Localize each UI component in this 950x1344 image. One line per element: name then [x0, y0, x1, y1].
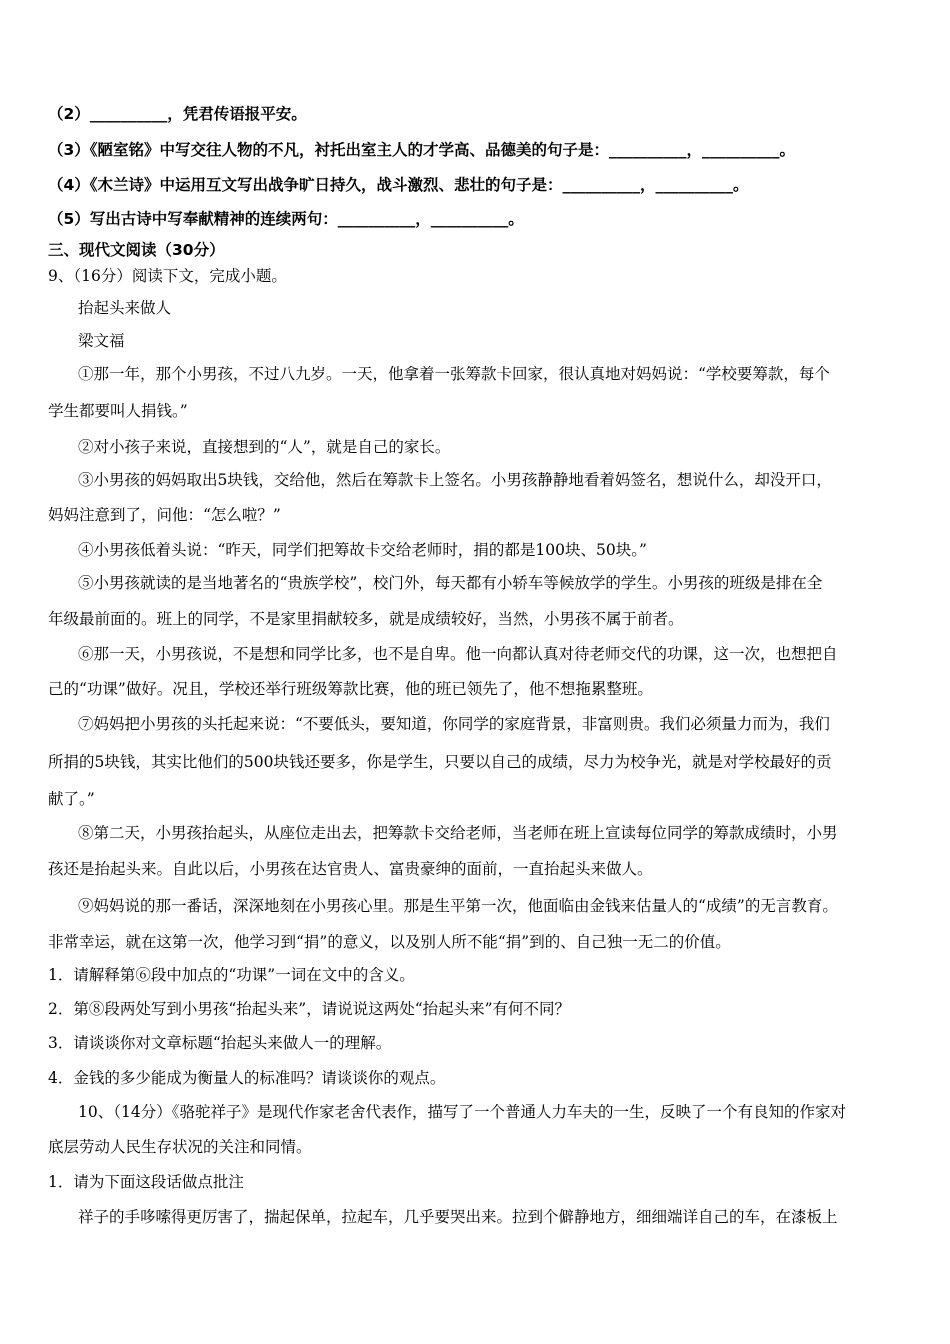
article-line: 非常幸运，就在这第一次，他学习到“捐”的意义，以及别人所不能“捐”到的、自己独一无二的价值。 [48, 933, 731, 951]
novel-excerpt: 祥子的手哆嗦得更厉害了，揣起保单，拉起车，几乎要哭出来。拉到个僻静地方，细细端详自己的车，在漆板上 [78, 1208, 838, 1226]
article-line: ⑧第二天，小男孩抬起头，从座位走出去，把筹款卡交给老师，当老师在班上宣读每位同学的筹款成绩时，小男 [78, 824, 838, 842]
article-line: ⑤小男孩就读的是当地著名的“贵族学校”，校门外，每天都有小轿车等候放学的学生。小男孩的班级是排在全 [78, 574, 823, 592]
article-line: 妈妈注意到了，问他：“怎么啦？” [48, 506, 281, 524]
sub-question-2: 2．第⑧段两处写到小男孩“抬起头来”，请说说这两处“抬起头来”有何不同？ [48, 1000, 571, 1018]
article-line: ⑥那一天，小男孩说，不是想和同学比多，也不是自卑。他一向都认真对待老师交代的功课，这一次，也想把自 [78, 645, 838, 663]
question-10-sub-1: 1．请为下面这段话做点批注 [48, 1173, 244, 1191]
sub-question-4: 4．金钱的多少能成为衡量人的标准吗？请谈谈你的观点。 [48, 1069, 446, 1087]
fill-question-4: （4）《木兰诗》中运用互文写出战争旷日持久，战斗激烈、悲壮的句子是：__________，__________。 [48, 176, 749, 194]
question-9-intro: 9、（16分）阅读下文，完成小题。 [48, 267, 287, 285]
question-10-line: 底层劳动人民生存状况的关注和同情。 [48, 1138, 312, 1156]
article-line: ⑦妈妈把小男孩的头托起来说：“不要低头，要知道，你同学的家庭背景，非富则贵。我们必须量力而为，我们 [78, 715, 830, 733]
fill-question-5: （5）写出古诗中写奉献精神的连续两句：__________，__________。 [48, 210, 524, 228]
article-line: 献了。” [48, 790, 95, 808]
article-author: 梁文福 [78, 332, 125, 350]
sub-question-3: 3．请谈谈你对文章标题“抬起头来做人一的理解。 [48, 1034, 392, 1052]
fill-question-2: （2）__________，凭君传语报平安。 [48, 105, 307, 123]
article-title: 抬起头来做人 [78, 299, 172, 317]
section-heading: 三、现代文阅读（30分） [48, 241, 225, 259]
article-line: ②对小孩子来说，直接想到的“人”，就是自己的家长。 [78, 438, 451, 456]
article-line: ③小男孩的妈妈取出5块钱，交给他，然后在筹款卡上签名。小男孩静静地看着妈签名，想说什么，却没开口， [78, 471, 832, 489]
article-line: 学生都要叫人捐钱。” [48, 402, 188, 420]
sub-question-1: 1．请解释第⑥段中加点的“功课”一词在文中的含义。 [48, 966, 415, 984]
article-line: ④小男孩低着头说：“昨天，同学们把筹故卡交给老师时，捐的都是100块、50块。” [78, 541, 647, 559]
article-line: 孩还是抬起头来。自此以后，小男孩在达官贵人、富贵豪绅的面前，一直抬起头来做人。 [48, 860, 653, 878]
article-line: 所捐的5块钱，其实比他们的500块钱还要多，你是学生，只要以自己的成绩，尽力为校争光，就是对学校最好的贡 [48, 753, 832, 771]
fill-question-3: （3）《陋室铭》中写交往人物的不凡，衬托出室主人的才学高、品德美的句子是：__________，__________。 [48, 141, 796, 159]
article-line: ⑨妈妈说的那一番话，深深地刻在小男孩心里。那是生平第一次，他面临由金钱来估量人的“成绩”的无言教育。 [78, 897, 838, 915]
question-10-line: 10、（14分）《骆驼祥子》是现代作家老舍代表作，描写了一个普通人力车夫的一生，反映了一个有良知的作家对 [78, 1103, 846, 1121]
article-line: ①那一年，那个小男孩，不过八九岁。一天，他拿着一张筹款卡回家，很认真地对妈妈说：“学校要筹款，每个 [78, 365, 830, 383]
article-line: 年级最前面的。班上的同学，不是家里捐献较多，就是成绩较好，当然，小男孩不属于前者。 [48, 610, 684, 628]
article-line: 己的“功课”做好。况且，学校还举行班级筹款比赛，他的班已领先了，他不想拖累整班。 [48, 680, 653, 698]
